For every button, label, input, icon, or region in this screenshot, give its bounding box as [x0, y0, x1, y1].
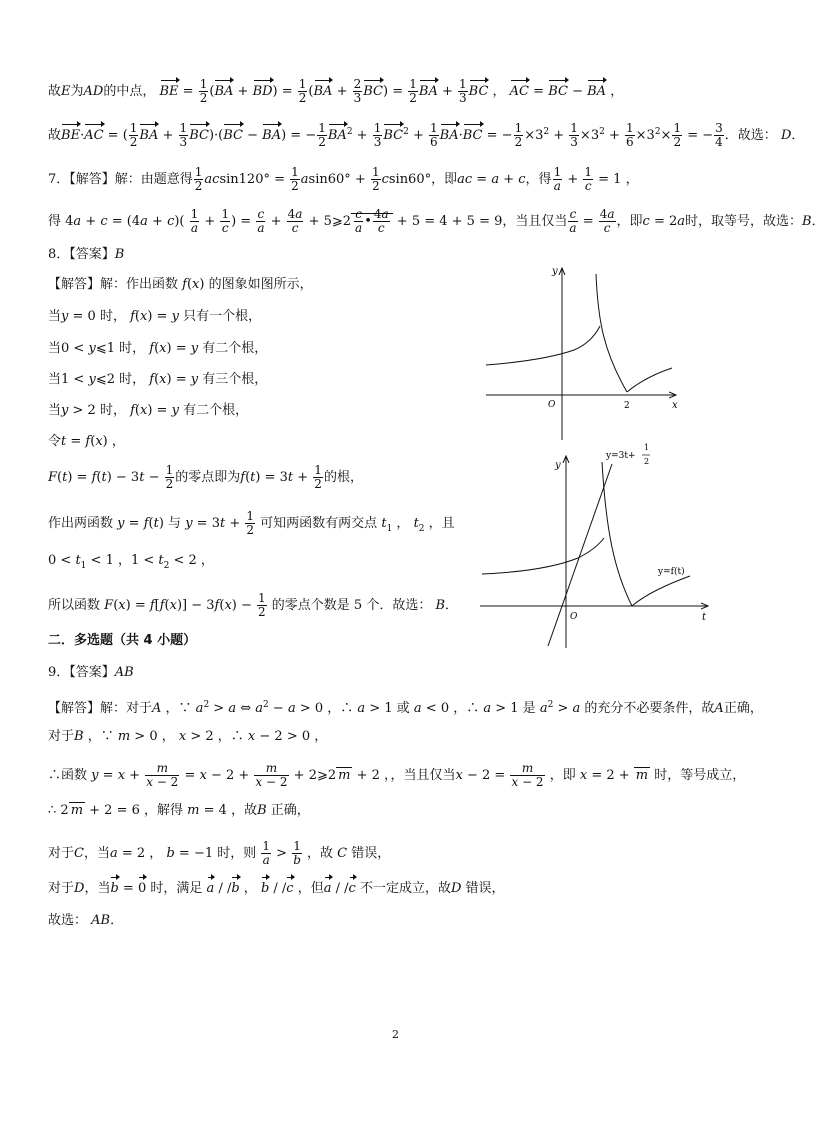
- curve-right-decreasing: [596, 274, 627, 392]
- line-7: 7．【解答】解：由题意得 $\frac{1}{2}$ acsin120° = $\frac{1}{2}$ asin60° + $\frac{1}{2}$ csin60°，即ac = a + c，得 $\frac{1}{a}$ + $\frac{1}{c}$ = 1 ，: [48, 165, 639, 193]
- tick-2: 2: [624, 401, 630, 411]
- line-7b: 得 4a + c = (4a + c)( $\frac{1}{a}$ + $\frac{1}{c}$ ) = $\frac{c}{a}$ + $\frac{4a}{c}$ + 5⩾2 $\frac{c}{a}$ • $\frac{4a}{c}$ + 5 = 4 + 5 = 9，当且仅当 $\frac{c}{a}$ = $\frac{4a}{c}$ ，即c = 2a时，取等号，故选：B．: [48, 207, 825, 235]
- q9-b-solve: ∴ 2 m + 2 = 6 ，解得 m = 4 ，故B 正确，: [48, 803, 310, 818]
- t-axis-label: t: [702, 612, 707, 623]
- line-label-num: 1: [644, 443, 650, 452]
- curve-left: [482, 538, 604, 574]
- line-1: 故E为AD的中点， BE = $\frac{1}{2}$ (BA + BD) = $\frac{1}{2}$ (BA + $\frac{2}{3}$ BC) = $\frac{1}{2}$ BA + $\frac{1}{3}$ BC ， AC = BC − BA ，: [48, 77, 624, 105]
- line-y-3t-plus-half: [548, 464, 612, 646]
- y-axis-label: y: [555, 460, 561, 471]
- q8-case-1: 当y = 0 时， f(x) = y 只有一个根，: [48, 309, 262, 324]
- x-axis-label: x: [672, 400, 678, 411]
- curve-label: y=f(t): [658, 567, 685, 577]
- q8-conclusion: 所以函数 F(x) = f[f(x)] − 3f(x) − $\frac{1}{2}$ 的零点个数是 5 个．故选： B．: [48, 591, 459, 619]
- graph-f-x: [484, 262, 684, 442]
- q9-c: 对于C，当a = 2 ， b = −1 时，则 $\frac{1}{a}$ > $\frac{1}{b}$ ，故 C 错误，: [48, 839, 391, 867]
- section-2-title: 二．多选题（共 4 小题）: [48, 633, 197, 648]
- curve-right-increasing: [627, 368, 672, 392]
- line-label-den: 2: [644, 457, 650, 466]
- q8-case-4: 当y > 2 时， f(x) = y 有二个根，: [48, 403, 249, 418]
- q8-solution: 【解答】解：作出函数 f(x) 的图象如图所示，: [48, 277, 313, 292]
- graph-f-t: [478, 443, 718, 650]
- q9-answer: 9．【答案】AB: [48, 665, 134, 680]
- q9-choose: 故选： AB．: [48, 913, 124, 928]
- origin-label: O: [548, 400, 556, 410]
- origin-label: O: [570, 612, 578, 622]
- line-2: 故BE·AC = ( $\frac{1}{2}$ BA + $\frac{1}{3}$ BC)·(BC − BA) = − $\frac{1}{2}$ $BA^2$ + $\frac{1}{3}$ $BC^2$ + $\frac{1}{6}$ BA·BC = − $\frac{1}{2}$ $\times 3^2$ + $\frac{1}{3}$ $\times 3^2$ + $\frac{1}{6}$ $\times 3^2\times$ $\frac{1}{2}$ = − $\frac{3}{4}$ ．故选： D．: [48, 121, 805, 149]
- q8-zero: F(t) = f(t) − 3t − $\frac{1}{2}$ 的零点即为f(t) = 3t + $\frac{1}{2}$ 的根，: [48, 463, 363, 491]
- y-axis-label: y: [552, 266, 558, 277]
- curve-left: [486, 326, 600, 365]
- q8-case-2: 当0 < y⩽1 时， f(x) = y 有二个根，: [48, 341, 268, 356]
- curve-right-increasing: [632, 576, 690, 606]
- q8-range: $0 < t_1 < 1$ ，$1 < t_2 < 2$ ，: [48, 553, 214, 571]
- q9-d: 对于D，当b = 0 时，满足 a / /b ， b / /c ，但a / /c 不一定成立，故D 错误，: [48, 881, 505, 896]
- q9-b-func: ∴函数 y = x + $\frac{m}{x - 2}$ = x − 2 + $\frac{m}{x - 2}$ + 2⩾2 m + 2 ，，当且仅当x − 2 = $\frac{m}{x - 2}$ ，即 x = 2 + m 时，等号成立，: [48, 761, 746, 789]
- q8-draw: 作出两函数 y = f(t) 与 y = 3t + $\frac{1}{2}$ 可知两函数有两交点 $t_1$ ， $t_2$ ，且: [48, 509, 455, 537]
- q9-a: 【解答】解：对于A ，∵ $a^2 > a$ ⇔ $a^2 - a > 0$ ，∴ a > 1 或 a < 0 ，∴ a > 1 是 $a^2 > a$ 的充分不必要条件，故A正确，: [48, 700, 763, 716]
- line-label: y=3t+: [606, 451, 636, 461]
- q8-let: 令t = f(x) ，: [48, 434, 125, 449]
- q8-answer: 8．【答案】B: [48, 247, 125, 262]
- q9-b: 对于B ，∵ m > 0 ， x > 2 ，∴ x − 2 > 0 ，: [48, 729, 328, 744]
- q8-case-3: 当1 < y⩽2 时， f(x) = y 有三个根，: [48, 372, 268, 387]
- page-number: 2: [392, 1028, 399, 1041]
- curve-right-decreasing: [602, 462, 632, 606]
